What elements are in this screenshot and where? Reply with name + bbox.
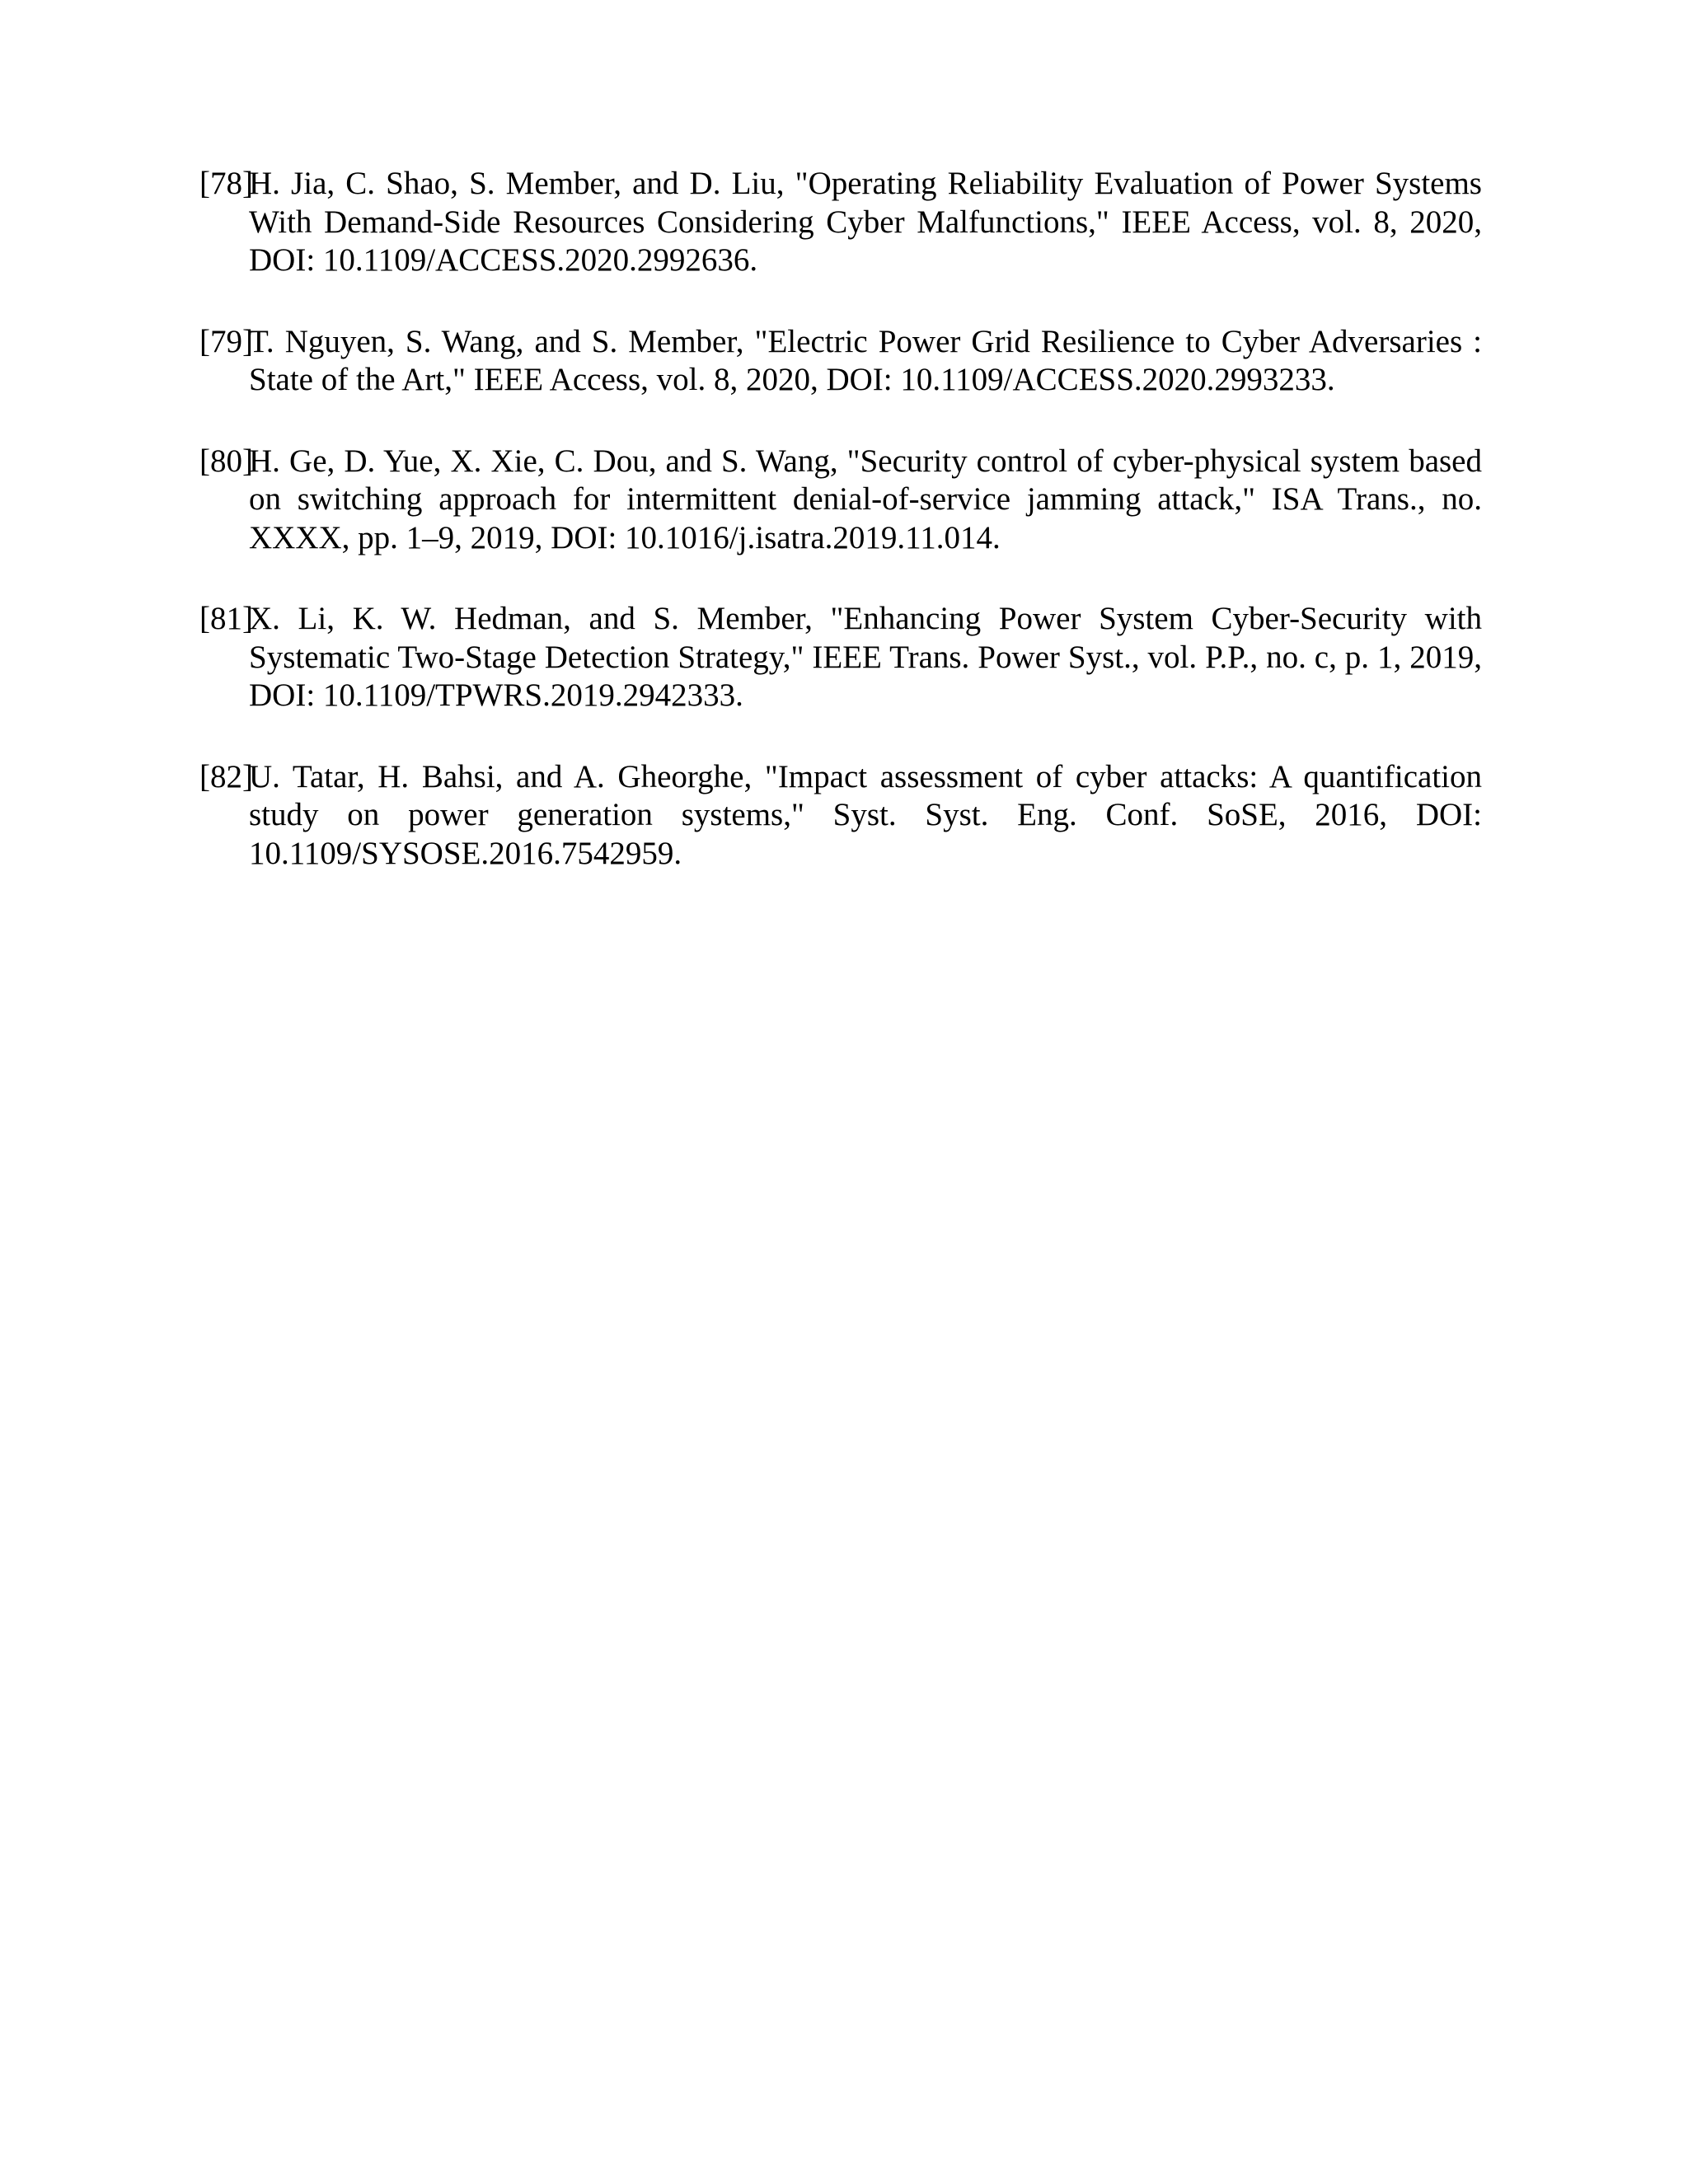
reference-label: [79] bbox=[199, 323, 253, 359]
reference-text: H. Jia, C. Shao, S. Member, and D. Liu, "Operating Reliability Evaluation of Power Systems With Demand-Side Resources Considering Cyber Malfunctions," IEEE Access, vol. 8, 2020, DOI: 10.1109/ACCESS.2020.2992636. bbox=[249, 166, 1482, 278]
reference-label: [78] bbox=[199, 166, 253, 201]
reference-text: H. Ge, D. Yue, X. Xie, C. Dou, and S. Wang, "Security control of cyber-physical system based on switching approach for intermittent denial-of-service jamming attack," ISA Trans., no. XXXX, pp. 1–9, 2019, DOI: 10.1016/j.isatra.2019.11.014. bbox=[249, 443, 1482, 555]
reference-item bbox=[199, 600, 1482, 715]
reference-label: [82] bbox=[199, 758, 253, 794]
reference-text: T. Nguyen, S. Wang, and S. Member, "Electric Power Grid Resilience to Cyber Adversaries : State of the Art," IEEE Access, vol. 8, 2020, DOI: 10.1109/ACCESS.2020.2993233. bbox=[249, 323, 1482, 397]
reference-item bbox=[199, 165, 1482, 280]
reference-text: X. Li, K. W. Hedman, and S. Member, "Enhancing Power System Cyber-Security with Systematic Two-Stage Detection Strategy," IEEE Trans. Power Syst., vol. P.P., no. c, p. 1, 2019, DOI: 10.1109/TPWRS.2019.2942333. bbox=[249, 601, 1482, 713]
reference-item bbox=[199, 323, 1482, 400]
reference-item bbox=[199, 758, 1482, 874]
reference-text: U. Tatar, H. Bahsi, and A. Gheorghe, "Impact assessment of cyber attacks: A quantification study on power generation systems," Syst. Syst. Eng. Conf. SoSE, 2016, DOI: 10.1109/SYSOSE.2016.7542959. bbox=[249, 758, 1482, 871]
reference-item bbox=[199, 443, 1482, 558]
reference-label: [81] bbox=[199, 601, 253, 636]
reference-label: [80] bbox=[199, 443, 253, 479]
reference-list bbox=[199, 165, 1482, 916]
